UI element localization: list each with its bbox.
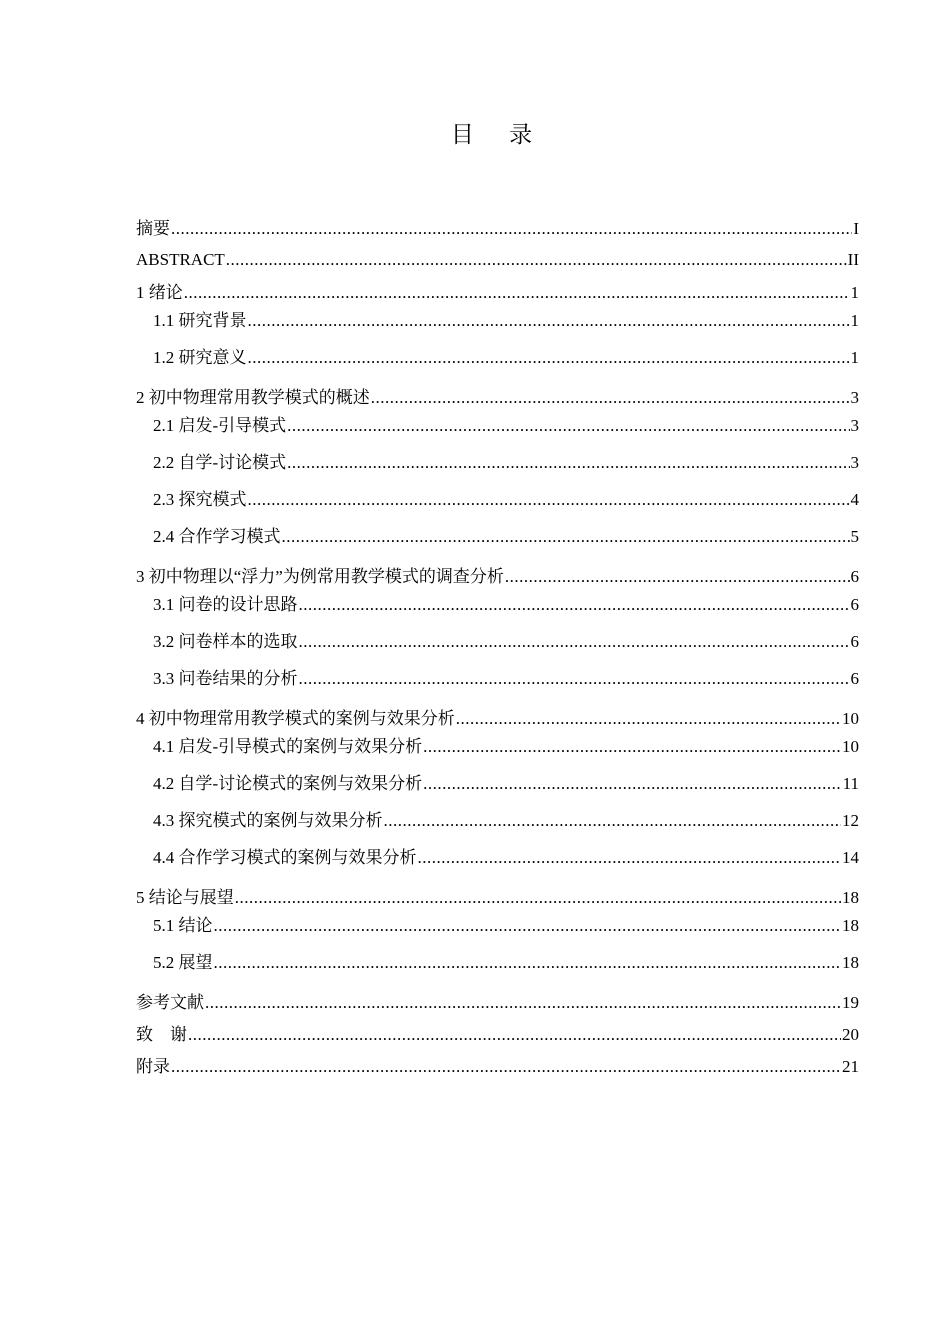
toc-entry-section-2-1[interactable] (136, 415, 859, 437)
toc-entry-section-3-3[interactable] (136, 668, 859, 690)
toc-entry-section-4-1[interactable] (136, 736, 859, 758)
toc-leader-dots (205, 992, 841, 1014)
toc-entry-page: 3 (850, 453, 859, 472)
toc-leader-dots (423, 773, 841, 795)
toc-entry-label: 3 初中物理以“浮力”为例常用教学模式的调查分析 (136, 567, 504, 586)
toc-entry-chapter-2[interactable] (136, 387, 859, 409)
toc-entry-page: 3 (850, 416, 859, 435)
toc-entry-label: 2.2 自学-讨论模式 (153, 453, 287, 472)
toc-leader-dots (299, 631, 850, 653)
toc-entry-abstract-en[interactable] (136, 249, 859, 271)
toc-leader-dots (287, 452, 849, 474)
toc-entry-section-2-3[interactable] (136, 489, 859, 511)
toc-leader-dots (171, 1056, 841, 1078)
toc-entry-label: 5 结论与展望 (136, 888, 234, 907)
toc-entry-page: 18 (842, 953, 859, 972)
toc-leader-dots (456, 708, 841, 730)
toc-entry-label: 1.1 研究背景 (153, 311, 247, 330)
toc-entry-page: 18 (842, 888, 859, 907)
toc-entry-label: 3.3 问卷结果的分析 (153, 669, 298, 688)
toc-entry-section-1-1[interactable] (136, 310, 859, 332)
toc-entry-chapter-5[interactable] (136, 887, 859, 909)
toc-entry-page: 6 (850, 595, 859, 614)
toc-leader-dots (171, 218, 852, 240)
toc-entry-section-5-1[interactable] (136, 915, 859, 937)
toc-entry-page: 21 (842, 1057, 859, 1076)
toc-leader-dots (235, 887, 841, 909)
toc-leader-dots (214, 952, 842, 974)
toc-entry-label: 致 谢 (136, 1025, 187, 1044)
toc-entry-chapter-4[interactable] (136, 708, 859, 730)
toc-entry-abstract-cn[interactable] (136, 218, 859, 240)
toc-entry-page: 6 (850, 567, 859, 586)
toc-entry-section-2-2[interactable] (136, 452, 859, 474)
toc-entry-label: 摘要 (136, 219, 170, 238)
toc-entry-label: 3.1 问卷的设计思路 (153, 595, 298, 614)
toc-entry-page: 12 (842, 811, 859, 830)
toc-entry-label: 4.4 合作学习模式的案例与效果分析 (153, 848, 417, 867)
toc-entry-page: I (853, 219, 859, 238)
toc-entry-section-3-2[interactable] (136, 631, 859, 653)
toc-entry-label: 5.2 展望 (153, 953, 213, 972)
toc-entry-label: 2 初中物理常用教学模式的概述 (136, 388, 370, 407)
toc-entry-page: 5 (850, 527, 859, 546)
toc-entry-section-4-3[interactable] (136, 810, 859, 832)
toc-entry-page: 10 (842, 709, 859, 728)
toc-leader-dots (505, 566, 850, 588)
toc-entry-label: ABSTRACT (136, 250, 225, 269)
toc-entry-label: 4.3 探究模式的案例与效果分析 (153, 811, 383, 830)
toc-entry-page: 1 (850, 348, 859, 367)
toc-entry-label: 参考文献 (136, 993, 204, 1012)
toc-entry-section-1-2[interactable] (136, 347, 859, 369)
table-of-contents (136, 214, 859, 1078)
toc-leader-dots (423, 736, 841, 758)
toc-entry-label: 4.2 自学-讨论模式的案例与效果分析 (153, 774, 423, 793)
toc-entry-page: II (847, 250, 859, 269)
toc-entry-label: 3.2 问卷样本的选取 (153, 632, 298, 651)
toc-entry-page: 1 (850, 283, 859, 302)
toc-entry-label: 1 绪论 (136, 283, 183, 302)
toc-entry-appendix[interactable] (136, 1056, 859, 1078)
toc-leader-dots (248, 489, 850, 511)
toc-entry-page: 18 (842, 916, 859, 935)
toc-leader-dots (299, 594, 850, 616)
page-title: 目 录 (450, 122, 547, 148)
toc-entry-section-3-1[interactable] (136, 594, 859, 616)
toc-leader-dots (418, 847, 842, 869)
toc-entry-section-4-4[interactable] (136, 847, 859, 869)
toc-leader-dots (248, 347, 850, 369)
toc-leader-dots (248, 310, 850, 332)
toc-entry-page: 6 (850, 632, 859, 651)
toc-entry-page: 1 (850, 311, 859, 330)
toc-entry-label: 2.3 探究模式 (153, 490, 247, 509)
toc-entry-label: 1.2 研究意义 (153, 348, 247, 367)
toc-entry-page: 6 (850, 669, 859, 688)
toc-entry-page: 10 (842, 737, 859, 756)
toc-entry-section-4-2[interactable] (136, 773, 859, 795)
toc-entry-label: 4 初中物理常用教学模式的案例与效果分析 (136, 709, 455, 728)
toc-entry-page: 14 (842, 848, 859, 867)
toc-entry-section-5-2[interactable] (136, 952, 859, 974)
toc-leader-dots (371, 387, 850, 409)
toc-entry-section-2-4[interactable] (136, 526, 859, 548)
toc-leader-dots (226, 249, 847, 271)
toc-entry-label: 2.4 合作学习模式 (153, 527, 281, 546)
toc-leader-dots (287, 415, 849, 437)
toc-entry-label: 4.1 启发-引导模式的案例与效果分析 (153, 737, 423, 756)
toc-leader-dots (214, 915, 842, 937)
toc-entry-page: 11 (842, 774, 859, 793)
toc-entry-chapter-3[interactable] (136, 566, 859, 588)
toc-entry-references[interactable] (136, 992, 859, 1014)
toc-entry-chapter-1[interactable] (136, 282, 859, 304)
toc-entry-label: 5.1 结论 (153, 916, 213, 935)
toc-entry-page: 4 (850, 490, 859, 509)
toc-entry-page: 19 (842, 993, 859, 1012)
toc-entry-page: 20 (842, 1025, 859, 1044)
toc-entry-label: 附录 (136, 1057, 170, 1076)
toc-leader-dots (299, 668, 850, 690)
toc-leader-dots (384, 810, 842, 832)
toc-entry-page: 3 (850, 388, 859, 407)
toc-entry-acknowledgements[interactable] (136, 1024, 859, 1046)
toc-leader-dots (184, 282, 850, 304)
toc-entry-label: 2.1 启发-引导模式 (153, 416, 287, 435)
toc-leader-dots (282, 526, 850, 548)
toc-leader-dots (188, 1024, 841, 1046)
